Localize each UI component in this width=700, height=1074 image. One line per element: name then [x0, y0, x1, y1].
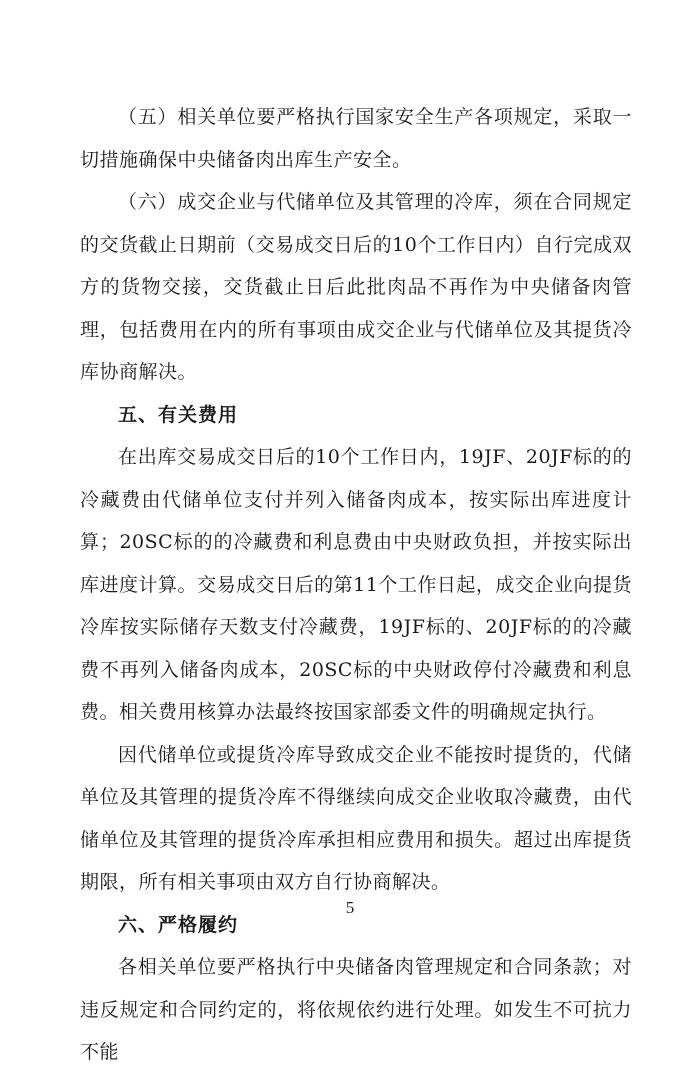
- para-section6-1: 各相关单位要严格执行中央储备肉管理规定和合同条款；对违反规定和合同约定的，将依规依约进行处理。如发生不可抗力不能: [80, 956, 632, 1063]
- document-body: [80, 96, 632, 1074]
- para-section5-1: 在出库交易成交日后的10个工作日内，19JF、20JF标的的冷藏费由代储单位支付并列入储备肉成本，按实际出库进度计算；20SC标的的冷藏费和利息费由中央财政负担，并按实际出库进度计算。交易成交日后的第11个工作日起，成交企业向提货冷库按实际储存天数支付冷藏费，19JF标的、20JF标的的冷藏费不再列入储备肉成本，20SC标的中央财政停付冷藏费和利息费。相关费用核算办法最终按国家部委文件的明确规定执行。: [80, 446, 632, 723]
- para-section5-2: 因代储单位或提货冷库导致成交企业不能按时提货的，代储单位及其管理的提货冷库不得继续向成交企业收取冷藏费，由代储单位及其管理的提货冷库承担相应费用和损失。超过出库提货期限，所有相关事项由双方自行协商解决。: [80, 743, 632, 893]
- para-section4-item5: （五）相关单位要严格执行国家安全生产各项规定，采取一切措施确保中央储备肉出库生产安全。: [80, 106, 632, 171]
- heading-section6: 六、严格履约: [118, 913, 239, 936]
- heading-section5: 五、有关费用: [118, 403, 239, 426]
- page-number: 5: [345, 898, 355, 917]
- para-section4-item6: （六）成交企业与代储单位及其管理的冷库，须在合同规定的交货截止日期前（交易成交日后的10个工作日内）自行完成双方的货物交接，交货截止日后此批肉品不再作为中央储备肉管理，包括费用在内的所有事项由成交企业与代储单位及其提货冷库协商解决。: [80, 191, 632, 383]
